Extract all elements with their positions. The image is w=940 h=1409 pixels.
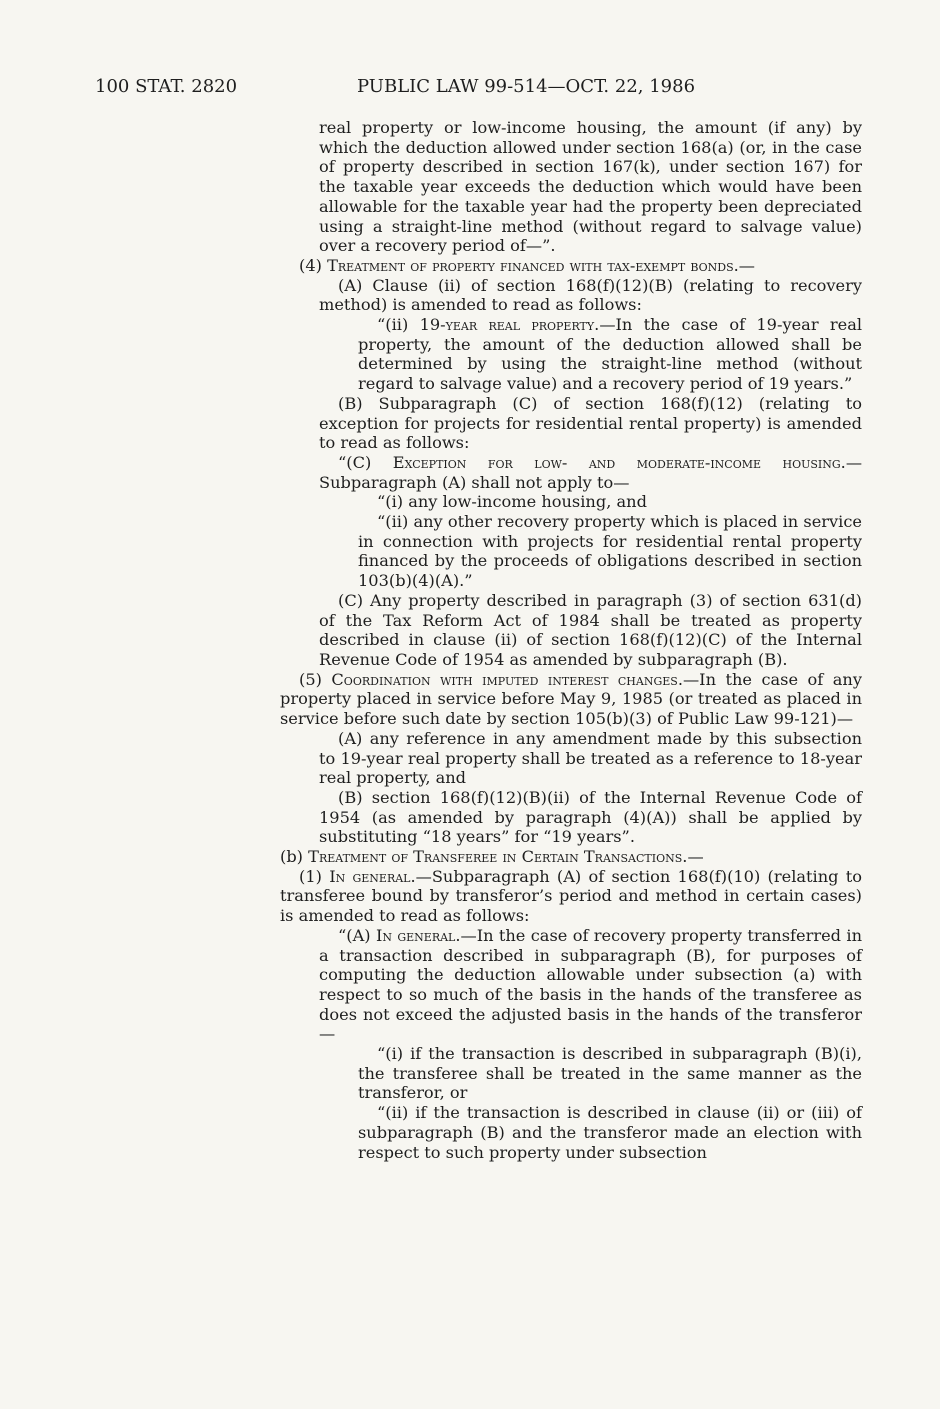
section-heading: Coordination with imputed interest changes.: [331, 669, 683, 689]
section-heading: In general.: [375, 925, 461, 945]
section-heading: Treatment of property financed with tax-exempt bonds.: [327, 255, 739, 275]
paragraph: real property or low-income housing, the amount (if any) by which the deduction allowed under section 168(a) (or, in the case of property described in section 167(k), under section 167) for the taxable year exceeds the deduction which would have been allowable for the taxable year had the property been depreciated using a straight-line method (without regard to salvage value) over a recovery period of—”.: [319, 118, 862, 256]
paragraph: (B) section 168(f)(12)(B)(ii) of the Internal Revenue Code of 1954 (as amended by paragraph (4)(A)) shall be applied by substituting “18 years” for “19 years”.: [319, 787, 862, 847]
paragraph: (B) Subparagraph (C) of section 168(f)(12) (relating to exception for projects for residential rental property) is amended to read as follows:: [319, 393, 862, 453]
paragraph: “(A) In general.—In the case of recovery property transferred in a transaction described in subparagraph (B), for purposes of computing the deduction allowable under subsection (a) with respect to so much of the basis in the hands of the transferee as does not exceed the adjusted basis in the hands of the transferor—: [319, 925, 862, 1044]
paragraph: “(i) any low-income housing, and: [377, 492, 647, 512]
statute-page-number: 100 STAT. 2820: [95, 76, 238, 97]
paragraph: (4) Treatment of property financed with tax-exempt bonds.—: [299, 255, 755, 275]
paragraph: (C) Any property described in paragraph (3) of section 631(d) of the Tax Reform Act of 1984 shall be treated as property described in clause (ii) of section 168(f)(12)(C) of the Internal Revenue Code of 1954 as amended by subparagraph (B).: [319, 590, 862, 669]
statute-text: [280, 118, 862, 1162]
paragraph: (b) Treatment of Transferee in Certain Transactions.—: [280, 847, 704, 867]
section-heading: 19-year real property.: [419, 315, 600, 335]
page-header: [95, 76, 855, 102]
section-heading: Exception for low- and moderate-income housing.: [392, 452, 846, 472]
paragraph: “(i) if the transaction is described in subparagraph (B)(i), the transferee shall be treated in the same manner as the transferor, or: [358, 1044, 862, 1103]
section-heading: Treatment of Transferee in Certain Transactions.: [308, 847, 688, 867]
running-head-title: PUBLIC LAW 99-514—OCT. 22, 1986: [357, 76, 696, 97]
paragraph: “(ii) any other recovery property which is placed in service in connection with projects for residential rental property financed by the proceeds of obligations described in section 103(b)(4)(A).”: [358, 512, 862, 591]
paragraph: (1) In general.—Subparagraph (A) of section 168(f)(10) (relating to transferee bound by transferor’s period and method in certain cases) is amended to read as follows:: [280, 866, 863, 926]
paragraph: (A) Clause (ii) of section 168(f)(12)(B) (relating to recovery method) is amended to read as follows:: [319, 275, 862, 315]
paragraph: “(C) Exception for low- and moderate-income housing.—Subparagraph (A) shall not apply to—: [319, 452, 863, 492]
paragraph: (5) Coordination with imputed interest changes.—In the case of any property placed in service before May 9, 1985 (or treated as placed in service before such date by section 105(b)(3) of Public Law 99-121)—: [280, 669, 863, 729]
section-heading: In general.: [329, 866, 416, 886]
paragraph: (A) any reference in any amendment made by this subsection to 19-year real property shall be treated as a reference to 18-year real property, and: [319, 728, 862, 788]
paragraph: “(ii) if the transaction is described in clause (ii) or (iii) of subparagraph (B) and the transferor made an election with respect to such property under subsection: [358, 1103, 862, 1162]
paragraph: “(ii) 19-year real property.—In the case of 19-year real property, the amount of the deduction allowed shall be determined by using the straight-line method (without regard to salvage value) and a recovery period of 19 years.”: [358, 315, 863, 394]
